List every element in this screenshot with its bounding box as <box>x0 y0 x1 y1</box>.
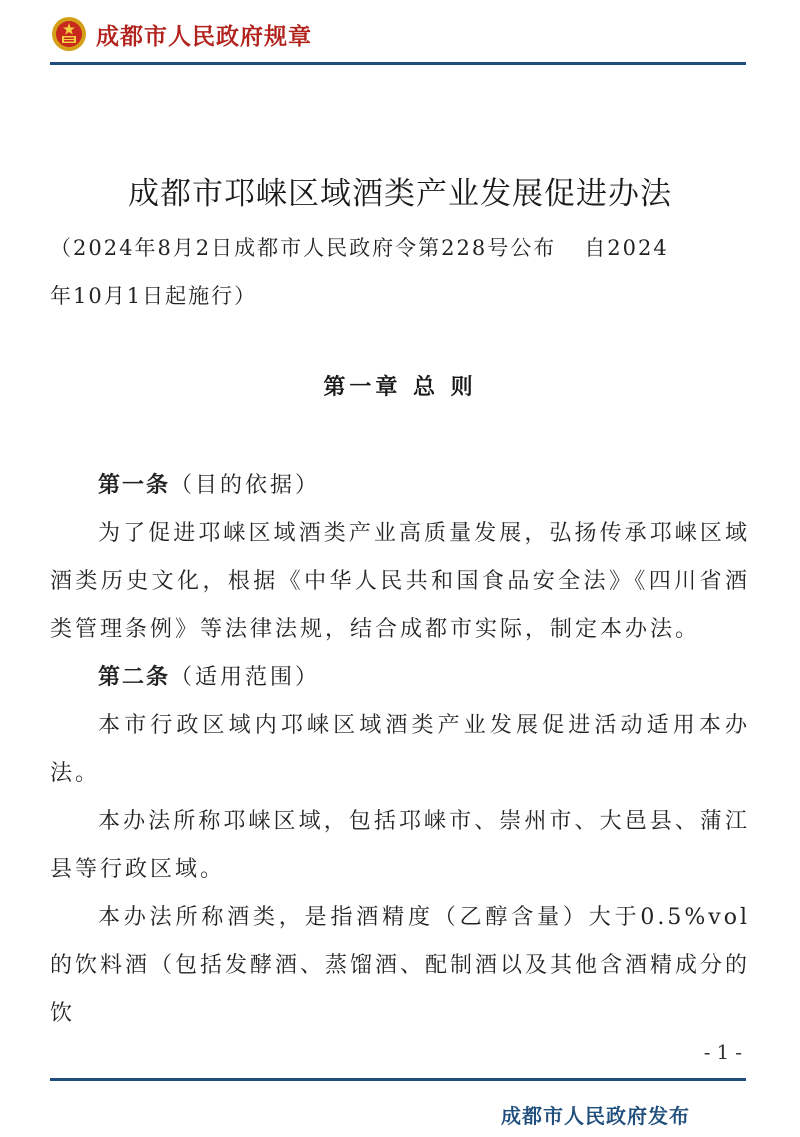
document-title: 成都市邛崃区域酒类产业发展促进办法 <box>128 176 672 212</box>
national-emblem-icon <box>50 15 88 53</box>
header-title: 成都市人民政府规章 <box>96 23 312 50</box>
subtitle-part-b: 自2024 <box>584 236 669 260</box>
header-divider <box>50 62 746 65</box>
article-paragraph: 本办法所称邛崃区域，包括邛崃市、崇州市、大邑县、蒲江县等行政区域。 <box>50 809 750 882</box>
page-header <box>50 10 312 58</box>
subtitle-part-a: （2024年8月2日成都市人民政府令第228号公布 <box>50 236 557 260</box>
article-heading <box>50 462 750 510</box>
article-title: （目的依据） <box>170 473 321 498</box>
article-number: 第二条 <box>98 665 171 690</box>
footer-divider <box>50 1078 746 1081</box>
article-paragraph: 为了促进邛崃区域酒类产业高质量发展，弘扬传承邛崃区域酒类历史文化，根据《中华人民共和国食品安全法》《四川省酒类管理条例》等法律法规，结合成都市实际，制定本办法。 <box>50 521 750 642</box>
footer-publisher: 成都市人民政府发布 <box>501 1104 690 1128</box>
document-subtitle <box>50 224 750 320</box>
article-title: （适用范围） <box>170 665 321 690</box>
document-body <box>50 462 750 1038</box>
subtitle-line-2: 年10月1日起施行） <box>50 284 258 308</box>
article-heading <box>50 654 750 702</box>
article-paragraph: 本市行政区域内邛崃区域酒类产业发展促进活动适用本办法。 <box>50 713 750 786</box>
article-number: 第一条 <box>98 473 171 498</box>
page-number: -1- <box>703 1040 748 1064</box>
article-paragraph: 本办法所称酒类，是指酒精度（乙醇含量）大于0.5%vol的饮料酒（包括发酵酒、蒸馏酒、配制酒以及其他含酒精成分的饮 <box>50 905 751 1026</box>
chapter-heading: 第一章 总 则 <box>323 375 477 400</box>
